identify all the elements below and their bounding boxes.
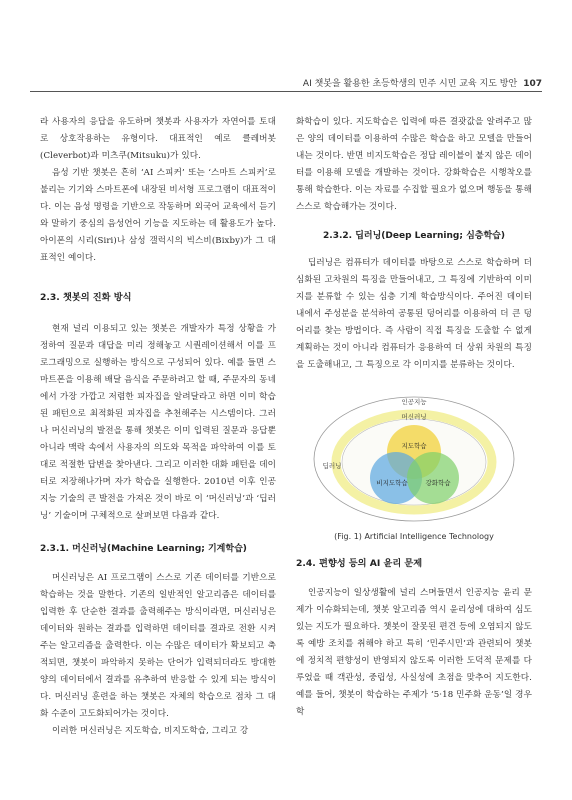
page-header [30,0,542,92]
page-number: 107 [523,79,542,89]
label-ml: 머신러닝 [401,413,427,421]
running-head [303,76,542,89]
ai-venn-diagram [296,374,532,524]
section-heading-2-3: 2.3. 챗봇의 진화 방식 [40,292,132,303]
section-heading-2-4: 2.4. 편향성 등의 AI 윤리 문제 [296,558,423,569]
right-column [296,114,532,721]
section-heading-2-3-2: 2.3.2. 딥러닝(Deep Learning; 심층학습) [323,231,505,241]
left-paragraph-3: 현재 널리 이용되고 있는 챗봇은 개발자가 특정 상황을 가정하여 질문과 대답을 미리 정해놓고 시퀀레이션해서 이를 프로그래밍으로 실행하는 방식으로 구성되어 있다. 예를 들면 스마트폰을 이용해 배달 음식을 주문하려고 할 때, 주문자의 동네에서 가장 가깝고 저렴한 피자집을 알려달라고 하면 이미 학습된 패턴으로 최적화된 피자집을 추천해주는 시스템이다. 그러나 머신러닝의 발전을 통해 챗봇은 이미 입력된 질문과 응답뿐 아니라 맥락 속에서 사용자의 의도와 목적을 파악하여 이를 토대로 적절한 답변을 찾아낸다. 그리고 이러한 대화 패턴을 데이터로 저장해나가며 자가 학습을 실행한다. 2010년 이후 인공지능 기술의 큰 발전을 가져온 것이 바로 이 ‘머신러닝’과 ‘딥러닝’ 기술이며 구체적으로 살펴보면 다음과 같다. [40,324,276,521]
label-supervised: 지도학습 [401,442,427,450]
left-paragraph-5: 이러한 머신러닝은 지도학습, 비지도학습, 그리고 강 [52,726,249,736]
section-heading-2-3-1: 2.3.1. 머신러닝(Machine Learning; 기계학습) [40,544,247,554]
label-dl: 딥러닝 [322,462,342,470]
left-paragraph-4: 머신러닝은 AI 프로그램이 스스로 기존 데이터를 기반으로 학습하는 것을 말한다. 기존의 일반적인 알고리즘은 데이터를 입력한 후 단순한 결과를 출력해주는 방식이라면, 머신러닝은 데이터와 원하는 결과를 입력하면 데이터를 결과로 전환 시켜주는 알고리즘을 출력한다. 이는 수많은 데이터가 확보되고 축적되면, 챗봇이 파악하지 못하는 단어가 입력되더라도 방대한 양의 데이터에서 결과를 유추하여 반응할 수 있게 되는 방식이다. 머신러닝 훈련을 하는 챗봇은 자체의 학습으로 점차 그 대화 수준이 고도화되어가는 것이다. [40,573,276,719]
ai-technology-figure [296,374,532,524]
header-rule [30,91,542,92]
running-title: AI 챗봇을 활용한 초등학생의 민주 시민 교육 지도 방안 [302,79,518,89]
label-ai: 인공지능 [401,398,427,406]
right-paragraph-2: 딥러닝은 컴퓨터가 데이터를 바탕으로 스스로 학습하며 더 심화된 고차원의 특징을 만들어내고, 그 특징에 기반하여 이미지를 분류할 수 있는 심층 기계 학습방식이다. 주어진 데이터 내에서 주성분을 분석하여 공통된 덩어리를 이용하여 더 큰 덩어리를 찾는 방법이다. 즉 사람이 직접 특징을 도출할 수 없게 계획하는 것이 아니라 컴퓨터가 응용하여 더 상위 차원의 특징을 도출해내고, 그 특징으로 각 이미지를 분류하는 것이다. [296,258,532,370]
right-paragraph-3: 인공지능이 일상생활에 널리 스며들면서 인공지능 윤리 문제가 이슈화되는데, 챗봇 알고리즘 역시 윤리성에 대하여 심도 있는 지도가 필요하다. 챗봇이 잘못된 편견 등에 오염되지 않도록 예방 조치를 취해야 하고 특히 ‘민주시민’과 관련되어 챗봇에 정치적 편향성이 반영되지 않도록 이러한 도덕적 문제를 다루었을 때 객관성, 중립성, 사실성에 초점을 맞추어 지도한다. 예를 들어, 챗봇이 학습하는 주제가 ‘5·18 민주화 운동’일 경우 학 [296,588,532,717]
label-reinforcement: 강화학습 [425,479,451,487]
figure-caption: (Fig. 1) Artificial Intelligence Technology [334,532,494,541]
right-paragraph-1: 화학습이 있다. 지도학습은 입력에 따른 결괏값을 알려주고 많은 양의 데이터를 이용하여 수많은 학습을 하고 모델을 만들어내는 것이다. 반면 비지도학습은 정답 레이블이 붙지 않은 데이터를 이용해 모델을 개발하는 것이다. 강화학습은 시행착오를 통해 학습한다. 이는 자료를 수집할 필요가 없으며 행동을 통해 스스로 학습해가는 것이다. [296,117,532,212]
left-paragraph-1: 라 사용자의 응답을 유도하며 챗봇과 사용자가 자연어를 토대로 상호작용하는 유형이다. 대표적인 예로 클레버봇(Cleverbot)과 미츠쿠(Mitsuku)가 있다. [40,117,276,161]
left-column [40,114,276,740]
left-paragraph-2: 음성 기반 챗봇은 흔히 ‘AI 스피커’ 또는 ‘스마트 스피커’로 불리는 기기와 스마트폰에 내장된 비서형 프로그램이 대표적이다. 이는 음성 명령을 기반으로 작동하며 외국어 교육에서 듣기와 말하기 중심의 음성언어 기능을 지도하는 데 활용도가 높다. 아이폰의 시리(Siri)나 삼성 갤럭시의 빅스비(Bixby)가 그 대표적인 예이다. [40,168,276,263]
label-unsupervised: 비지도학습 [376,479,408,487]
reinforcement-circle [407,452,459,504]
